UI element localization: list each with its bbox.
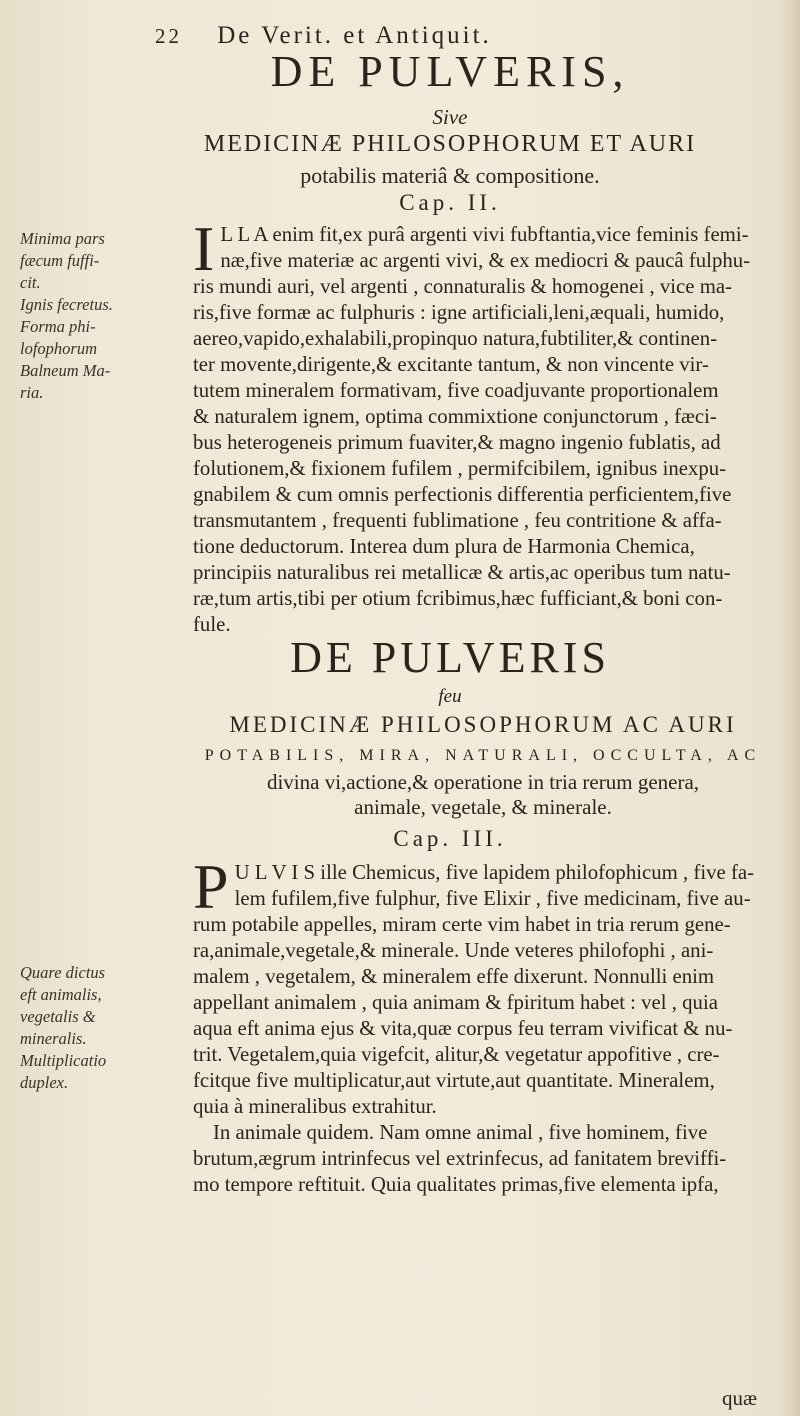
section2-subtitle-4: animale, vegetale, & minerale. [354,795,612,819]
margin-note-line: ria. [20,383,44,402]
text-line: In animale quidem. Nam omne animal , five hominem, five [213,1121,708,1144]
margin-note-line: Quare dictus [20,963,106,982]
text-line: tione deductorum. Interea dum plura de Harmonia Chemica, [193,535,695,558]
margin-note-line: Forma phi- [20,317,96,336]
margin-note-1 [20,228,180,404]
text-line: aqua eft anima ejus & vita,quæ corpus feu terram vivificat & nu- [193,1017,733,1040]
margin-note-line: Balneum Ma- [20,361,111,380]
section1-subtitle-2: potabilis materiâ & compositione. [300,163,600,188]
section2-seu: feu [438,686,462,707]
margin-note-line: fæcum fuffi- [20,251,100,270]
dropcap-i: I [193,213,215,284]
text-line: bus heterogeneis primum fuaviter,& magno ingenio fublatis, ad [193,431,721,454]
margin-note-line: Minima pars [20,229,105,248]
text-line: mo tempore reftituit. Quia qualitates primas,five elementa ipfa, [193,1173,719,1196]
margin-note-line: duplex. [20,1073,69,1092]
margin-note-line: vegetalis & [20,1007,96,1026]
margin-note-line: mineralis. [20,1029,87,1048]
margin-note-line: cit. [20,273,41,292]
text-line: lem fufilem,five fulphur, five Elixir , five medicinam, five au- [234,887,751,910]
section2-title: DE PULVERIS [290,633,610,682]
text-line: tutem mineralem formativam, five coadjuvante proportionalem [193,379,719,402]
chapter-heading-2: Cap. II. [399,190,501,215]
section2-paragraph [193,851,773,1198]
margin-note-line: eft animalis, [20,985,102,1004]
section1-title: DE PULVERIS, [270,47,630,96]
text-line: quia à mineralibus extrahitur. [193,1095,437,1118]
section2-subtitle-2: POTABILIS, MIRA, NATURALI, OCCULTA, AC [204,747,762,764]
section1-paragraph [193,213,773,638]
text-line: ter movente,dirigente,& excitante tantum, & non vincente vir- [193,353,709,376]
text-line: ris mundi auri, vel argenti , connaturalis & homogenei , vice ma- [193,275,733,298]
text-line: ra,animale,vegetale,& minerale. Unde veteres philofophi , ani- [193,939,714,962]
margin-note-line: Multiplicatio [20,1051,107,1070]
text-line: folutionem,& fixionem fufilem , permifcibilem, ignibus inexpu- [193,457,727,480]
section1-subtitle-1: MEDICINÆ PHILOSOPHORUM ET AURI [203,131,697,157]
text-line: transmutantem , frequenti fublimatione , feu contritione & affa- [193,509,722,532]
text-line: trit. Vegetalem,quia vigefcit, alitur,& vegetatur appofitive , cre- [193,1043,720,1066]
text-line: malem , vegetalem, & mineralem effe dixerunt. Nonnulli enim [193,965,715,988]
text-line: L L A enim fit,ex purâ argenti vivi fubftantia,vice feminis femi- [220,223,749,246]
section2-subtitle-3: divina vi,actione,& operatione in tria rerum genera, [266,770,700,794]
margin-note-line: lofophorum [20,339,98,358]
dropcap-p: P [193,851,229,922]
page-number: 22 [155,24,182,48]
text-line: gnabilem & cum omnis perfectionis differentia perficientem,five [193,483,732,506]
margin-note-2 [20,962,180,1094]
text-line: principiis naturalibus rei metallicæ & artis,ac operibus tum natu- [193,561,731,584]
text-line: fcitque five multiplicatur,aut virtute,aut quantitate. Mineralem, [193,1069,715,1092]
text-line: U L V I S ille Chemicus, five lapidem philofophicum , five fa- [234,861,755,884]
text-line: aereo,vapido,exhalabili,propinquo natura,fubtiliter,& continen- [193,327,718,350]
section1-sive: Sive [432,105,468,129]
section2-subtitle-1: MEDICINÆ PHILOSOPHORUM AC AURI [229,712,737,737]
text-line: fule. [193,613,231,636]
margin-note-line: Ignis fecretus. [20,295,113,314]
catchword: quæ [722,1386,758,1410]
text-line: rum potabile appelles, miram certe vim habet in tria rerum gene- [193,913,731,936]
chapter-heading-3: Cap. III. [393,826,507,851]
text-line: brutum,ægrum intrinfecus vel extrinfecus, ad fanitatem breviffi- [193,1147,727,1170]
text-line: ris,five formæ ac fulphuris : igne artificiali,leni,æquali, humido, [193,301,725,324]
text-line: appellant animalem , quia animam & fpiritum habet : vel , quia [193,991,718,1014]
text-line: næ,five materiæ ac argenti vivi, & ex mediocri & paucâ fulphu- [220,249,751,272]
text-line: ræ,tum artis,tibi per otium fcribimus,hæc fufficiant,& boni con- [193,587,723,610]
running-title: De Verit. et Antiquit. [217,22,492,49]
text-line: & naturalem ignem, optima commixtione conjunctorum , fæci- [193,405,717,428]
